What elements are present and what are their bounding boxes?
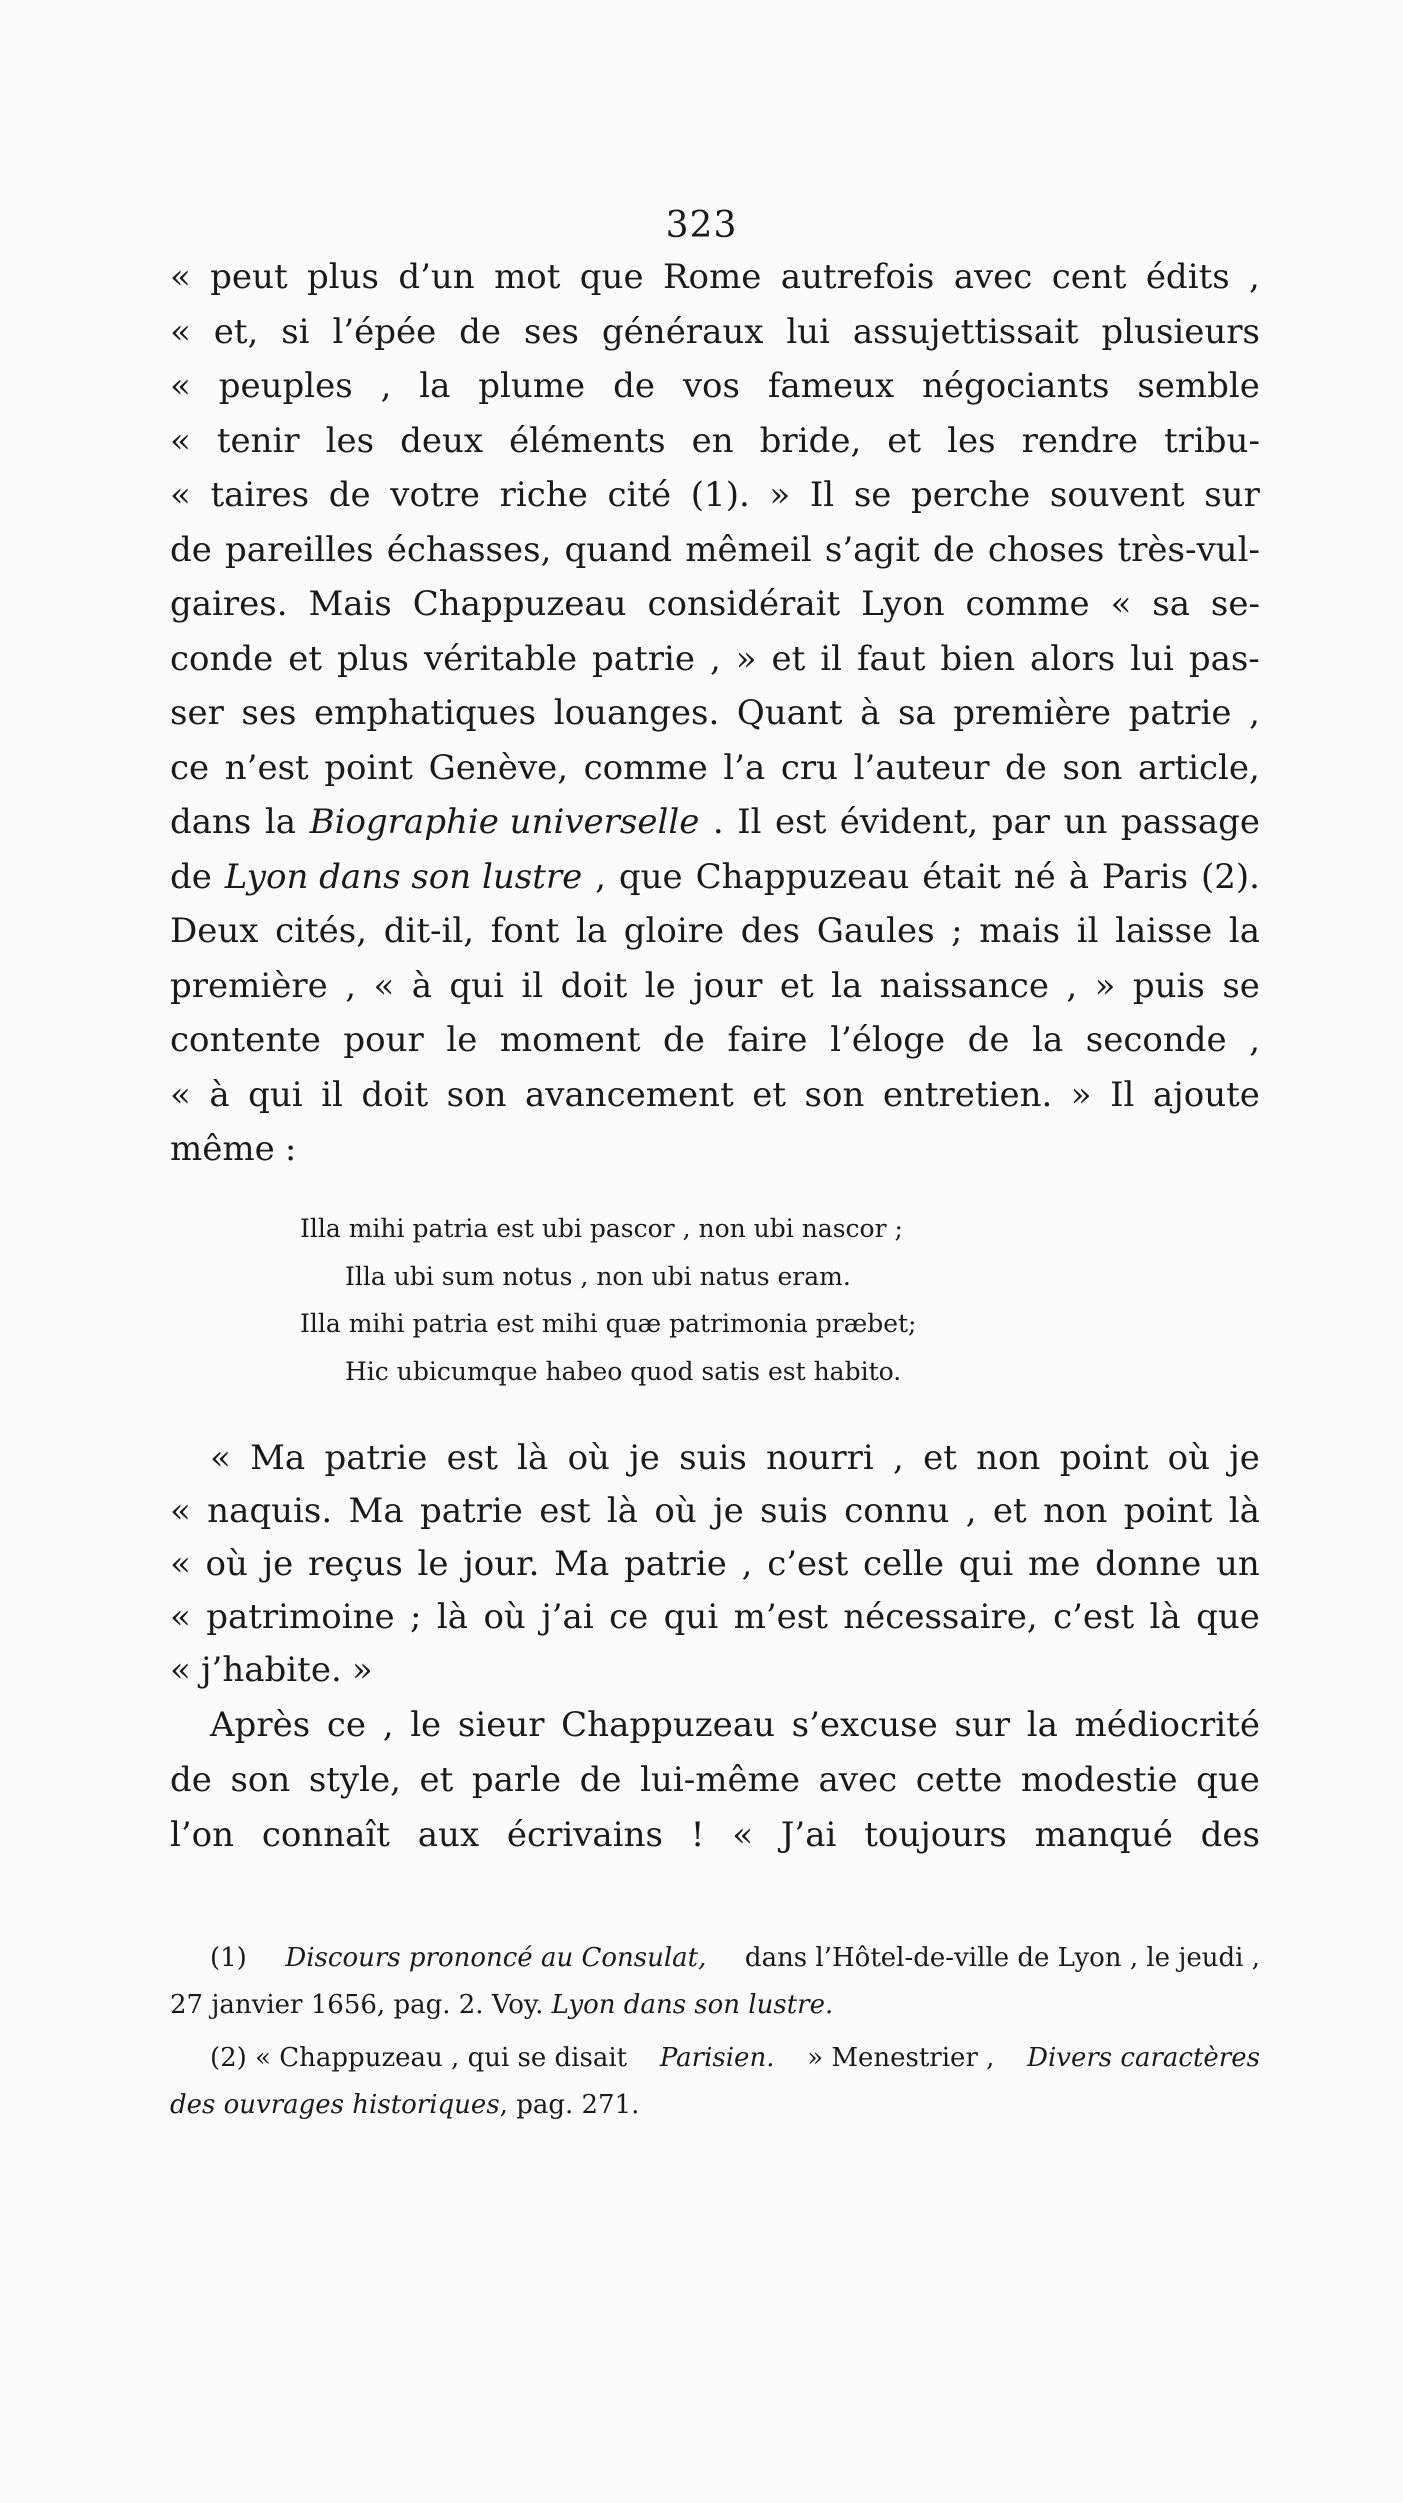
text-line: « Ma patrie est là où je suis nourri , et non point où je [210,1438,1260,1478]
text-line: « tenir les deux éléments en bride, et les rendre tribu- [170,420,1260,461]
text-line-with-italic: dans la Biographie universelle . Il est évident, par un passage [170,795,1260,850]
footnote-italic: des ouvrages historiques [170,2090,500,2120]
verse-line: Illa mihi patria est mihi quæ patrimonia præbet; [300,1309,917,1338]
text-line: Après ce , le sieur Chappuzeau s’excuse sur la médiocrité [210,1705,1260,1745]
text-line: première , « à qui il doit le jour et la naissance , » puis se [170,965,1260,1006]
text-line: « où je reçus le jour. Ma patrie , c’est celle qui me donne un [170,1544,1260,1584]
footnote-text: (2) « Chappuzeau , qui se disait [210,2043,628,2073]
text-line-with-italic: de Lyon dans son lustre , que Chappuzeau était né à Paris (2). [170,850,1260,905]
text-line: « j’habite. » [170,1650,373,1690]
footnote-2-line-2 [170,2082,1260,2129]
footnote-italic: Discours prononcé au Consulat, [285,1943,707,1973]
text-line: « naquis. Ma patrie est là où je suis connu , et non point là [170,1491,1260,1531]
translated-quote [170,1432,1260,1697]
footnote-text: , pag. 271. [499,2090,640,2120]
footnote-text: (1) [210,1943,247,1973]
footnote-text: dans l’Hôtel-de-ville de Lyon , le jeudi , [744,1943,1260,1973]
footnotes [170,1935,1260,2129]
italic-phrase: Lyon dans son lustre [224,856,583,897]
text-line: de son style, et parle de lui-même avec cette modestie que [170,1760,1260,1800]
italic-phrase: Biographie universelle [309,802,700,842]
text-line: « à qui il doit son avancement et son entretien. » Il ajoute [170,1074,1260,1115]
text-line: ser ses emphatiques louanges. Quant à sa première patrie , [170,693,1260,733]
text-line: de pareilles échasses, quand mêmeil s’agit de choses très-vul- [170,529,1260,570]
text-line: « patrimoine ; là où j’ai ce qui m’est nécessaire, c’est là que [170,1597,1260,1637]
footnote-italic: Lyon dans son lustre. [551,1990,834,2020]
verse-line: Hic ubicumque habeo quod satis est habito. [345,1356,902,1386]
text-line: Deux cités, dit-il, font la gloire des Gaules ; mais il laisse la [170,911,1260,951]
text-line: même : [170,1129,297,1169]
footnote-2-line-1 [170,2035,1260,2082]
verse-line: Illa ubi sum notus , non ubi natus eram. [345,1261,851,1291]
text-line: gaires. Mais Chappuzeau considérait Lyon comme « sa se- [170,584,1260,624]
page-number: 323 [665,205,738,246]
text-line: « peuples , la plume de vos fameux négociants semble [170,366,1260,406]
text-line: « et, si l’épée de ses généraux lui assujettissait plusieurs [170,311,1260,352]
text-line: contente pour le moment de faire l’éloge de la seconde , [170,1020,1260,1060]
text-line: « peut plus d’un mot que Rome autrefois avec cent édits , [170,257,1260,297]
main-paragraph [170,250,1260,1177]
footnote-text: » Menestrier , [807,2043,995,2073]
text-line: ce n’est point Genève, comme l’a cru l’auteur de son article, [170,747,1260,788]
footnote-italic: Divers caractères [1027,2043,1260,2073]
text-line: l’on connaît aux écrivains ! « J’ai toujours manqué des [170,1815,1260,1855]
second-paragraph [170,1698,1260,1863]
footnote-1-line-1 [170,1935,1260,1982]
verse-line: Illa mihi patria est ubi pascor , non ubi nascor ; [300,1214,903,1243]
text-line: conde et plus véritable patrie , » et il faut bien alors lui pas- [170,638,1260,679]
text-line: « taires de votre riche cité (1). » Il se perche souvent sur [170,475,1260,515]
footnote-italic: Parisien. [659,2043,775,2073]
latin-verse [300,1205,916,1395]
footnote-1-line-2 [170,1982,1260,2029]
footnote-text: 27 janvier 1656, pag. 2. Voy. [170,1990,544,2020]
